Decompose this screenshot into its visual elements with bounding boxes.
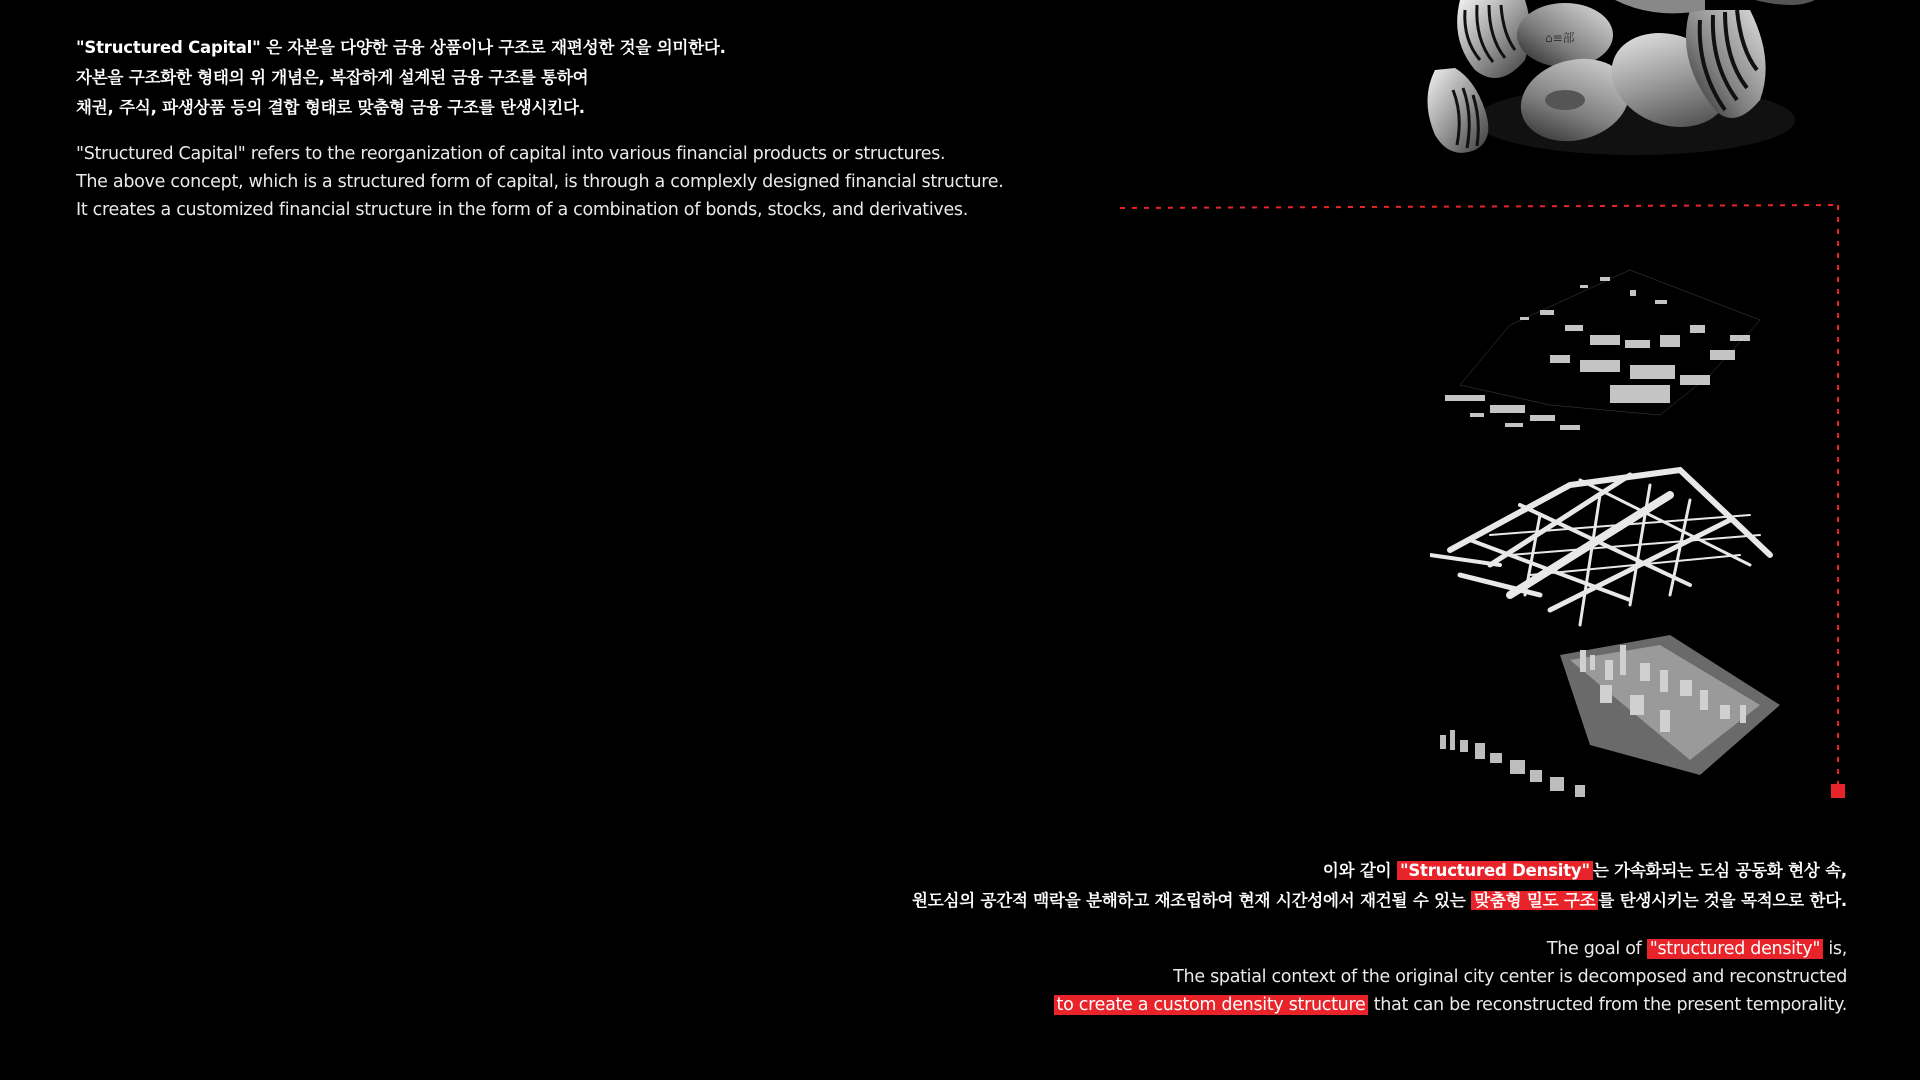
en-highlight-structured-density: "structured density" xyxy=(1647,939,1823,959)
intro-english-paragraph xyxy=(76,140,1004,224)
intro-korean-line-2: 자본을 구조화한 형태의 위 개념은, 복잡하게 설계된 금융 구조를 통하여 xyxy=(76,68,589,87)
ko-highlight-structured-density: "Structured Density" xyxy=(1397,861,1593,880)
city-layers-diagram xyxy=(1430,265,1800,805)
conclusion-english-paragraph xyxy=(1054,935,1847,1019)
intro-english-line-1: "Structured Capital" refers to the reorganization of capital into various financial products or structures. xyxy=(76,144,946,164)
layer-3d-massing xyxy=(1440,635,1780,797)
conclusion-korean-paragraph xyxy=(912,856,1847,916)
ko-line2-post: 를 탄생시키는 것을 목적으로 한다. xyxy=(1598,891,1847,910)
intro-korean-line-1: "Structured Capital" 은 자본을 다양한 금융 상품이나 구조로 재편성한 것을 의미한다. xyxy=(76,38,726,57)
conclusion-english-line-1 xyxy=(1054,935,1847,963)
connector-end-marker xyxy=(1831,784,1845,798)
layer-building-footprints xyxy=(1445,270,1760,430)
conclusion-english-line-3 xyxy=(1054,991,1847,1019)
ko-line2-pre: 원도심의 공간적 맥락을 분해하고 재조립하여 현재 시간성에서 재건될 수 있는 xyxy=(912,891,1472,910)
intro-korean-paragraph xyxy=(76,33,726,123)
en-line1-pre: The goal of xyxy=(1546,939,1647,959)
en-line3-post: that can be reconstructed from the present temporality. xyxy=(1368,995,1847,1015)
intro-english-line-2: The above concept, which is a structured form of capital, is through a complexly designed financial structure. xyxy=(76,172,1004,192)
conclusion-korean-line-1 xyxy=(912,856,1847,886)
intro-english-line-3: It creates a customized financial structure in the form of a combination of bonds, stocks, and derivatives. xyxy=(76,200,969,220)
en-line1-post: is, xyxy=(1823,939,1847,959)
coins-sculpture-image xyxy=(1415,0,1855,160)
ko-line1-post: 는 가속화되는 도심 공동화 현상 속, xyxy=(1592,861,1847,880)
layer-road-network xyxy=(1430,470,1770,625)
conclusion-korean-line-2 xyxy=(912,886,1847,916)
conclusion-english-line-2: The spatial context of the original city center is decomposed and reconstructed xyxy=(1173,967,1847,987)
ko-highlight-custom-density: 맞춤형 밀도 구조 xyxy=(1471,891,1598,910)
en-highlight-custom-density: to create a custom density structure xyxy=(1054,995,1369,1015)
intro-korean-line-3: 채권, 주식, 파생상품 등의 결합 형태로 맞춤형 금융 구조를 탄생시킨다. xyxy=(76,98,585,117)
ko-line1-pre: 이와 같이 xyxy=(1322,861,1397,880)
svg-text:⌂≡部: ⌂≡部 xyxy=(1545,31,1575,45)
